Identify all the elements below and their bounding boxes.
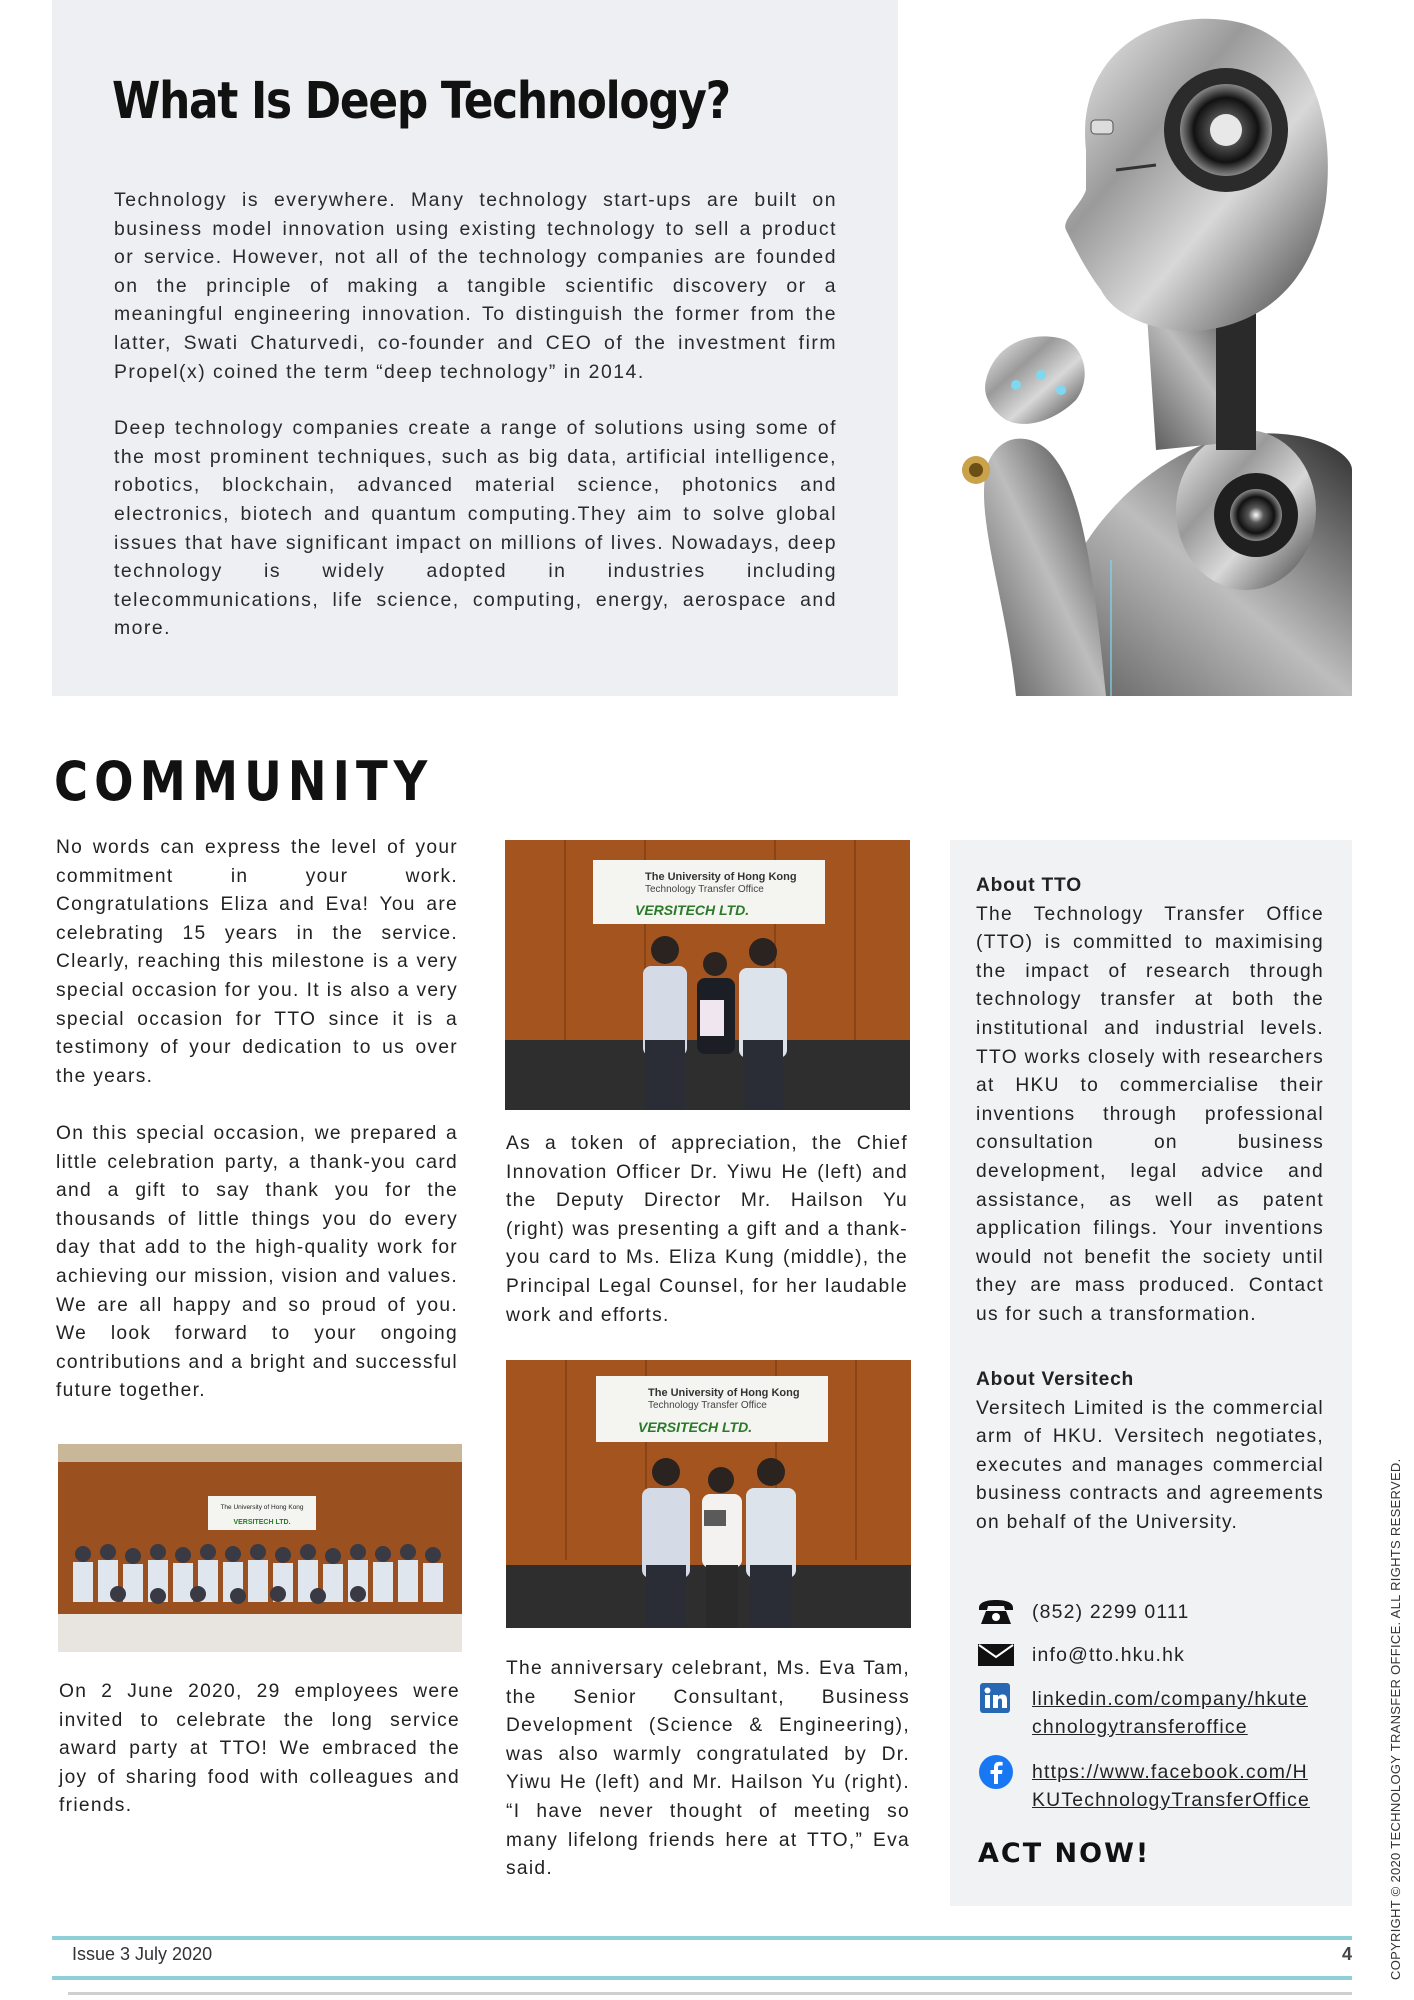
facebook-link-line1[interactable]: https://www.facebook.com/H bbox=[1032, 1761, 1308, 1783]
about-versitech-text: Versitech Limited is the commercial arm of HKU. Versitech negotiates, executes and manages commercial business contracts and agreements on behalf of the University. bbox=[976, 1397, 1324, 1533]
act-now-heading: ACT NOW! bbox=[978, 1838, 1151, 1869]
community-intro bbox=[56, 834, 458, 1434]
linkedin-link-line1[interactable]: linkedin.com/company/hkute bbox=[1032, 1688, 1308, 1710]
phone-icon bbox=[976, 1598, 1016, 1626]
facebook-contact[interactable] bbox=[976, 1758, 1326, 1814]
linkedin-link[interactable] bbox=[1032, 1685, 1308, 1741]
eva-banner-brand: VERSITECH LTD. bbox=[638, 1419, 753, 1435]
robot-illustration bbox=[916, 0, 1352, 696]
footer-divider bbox=[68, 1992, 1352, 1995]
about-versitech bbox=[976, 1366, 1324, 1538]
eliza-caption: As a token of appreciation, the Chief Innovation Officer Dr. Yiwu He (left) and the Deputy Director Mr. Hailson Yu (right) was presenting a gift and a thank-you card to Ms. Eliza Kung (middle), the Principal Legal Counsel, for her laudable work and efforts. bbox=[506, 1133, 908, 1326]
email-contact[interactable] bbox=[976, 1641, 1185, 1669]
linkedin-link-line2[interactable]: chnologytransferoffice bbox=[1032, 1716, 1248, 1738]
linkedin-icon bbox=[976, 1685, 1016, 1713]
page-number: 4 bbox=[1341, 1944, 1352, 1964]
eliza-banner-line1: The University of Hong Kong bbox=[645, 871, 797, 883]
copyright-notice: COPYRIGHT © 2020 TECHNOLOGY TRANSFER OFFICE. ALL RIGHTS RESERVED. bbox=[1388, 1458, 1403, 1980]
eliza-banner-brand: VERSITECH LTD. bbox=[635, 902, 750, 918]
eliza-photo bbox=[505, 840, 910, 1110]
about-tto bbox=[976, 872, 1324, 1330]
facebook-link[interactable] bbox=[1032, 1758, 1310, 1814]
email-address[interactable]: info@tto.hku.hk bbox=[1032, 1644, 1186, 1666]
group-caption: On 2 June 2020, 29 employees were invited to celebrate the long service award party at TTO! We embraced the joy of sharing food with colleagues and friends. bbox=[59, 1681, 460, 1817]
facebook-link-line2[interactable]: KUTechnologyTransferOffice bbox=[1032, 1789, 1311, 1811]
group-banner-line1: The University of Hong Kong bbox=[220, 1504, 304, 1511]
hero-body bbox=[114, 186, 837, 671]
eva-caption: The anniversary celebrant, Ms. Eva Tam, the Senior Consultant, Business Development (Science & Engineering), was also warmly congratulated by Dr. Yiwu He (left) and Mr. Hailson Yu (right). “I have never thought of meeting so many lifelong friends here at TTO,” Eva said. bbox=[506, 1658, 910, 1880]
about-versitech-heading: About Versitech bbox=[976, 1369, 1135, 1390]
linkedin-contact[interactable] bbox=[976, 1685, 1326, 1741]
issue-label: Issue 3 July 2020 bbox=[72, 1944, 213, 1964]
eva-photo bbox=[506, 1360, 911, 1628]
eva-banner-line1: The University of Hong Kong bbox=[648, 1387, 800, 1399]
phone-contact bbox=[976, 1598, 1189, 1626]
community-paragraph: No words can express the level of your commitment in your work. Congratulations Eliza and Eva! You are celebrating 15 years in the service. Clearly, reaching this milestone is a very special occasion for you. It is also a very special occasion for TTO since it is a testimony of your dedication to us over the years. bbox=[56, 837, 458, 1087]
about-tto-heading: About TTO bbox=[976, 875, 1082, 896]
facebook-icon bbox=[976, 1758, 1016, 1786]
hero-paragraph: Deep technology companies create a range of solutions using some of the most prominent techniques, such as big data, artificial intelligence, robotics, blockchain, advanced material science, photonics and electronics, biotech and quantum computing.They aim to solve global issues that have significant impact on millions of lives. Nowadays, deep technology is widely adopted in industries including telecommunications, life science, computing, energy, aerospace and more. bbox=[114, 417, 837, 640]
phone-number: (852) 2299 0111 bbox=[1032, 1601, 1190, 1623]
community-paragraph: On this special occasion, we prepared a little celebration party, a thank-you card and a gift to say thank you for the thousands of little things you do every day that add to the high-quality work for achieving our mission, vision and values. We are all happy and so proud of you. We look forward to your ongoing contributions and a bright and successful future together. bbox=[56, 1122, 458, 1402]
eliza-banner-line2: Technology Transfer Office bbox=[645, 884, 764, 895]
footer-divider bbox=[52, 1976, 1352, 1980]
group-banner-brand: VERSITECH LTD. bbox=[233, 1519, 291, 1526]
hero-paragraph: Technology is everywhere. Many technology start-ups are built on business model innovation using existing technology to sell a product or service. However, not all of the technology companies are founded on the principle of making a tangible scientific discovery or a meaningful engineering innovation. To distinguish the former from the latter, Swati Chaturvedi, co-founder and CEO of the investment firm Propel(x) coined the term “deep technology” in 2014. bbox=[114, 189, 837, 383]
footer-divider bbox=[52, 1936, 1352, 1940]
mail-icon bbox=[976, 1641, 1016, 1669]
eva-banner-line2: Technology Transfer Office bbox=[648, 1400, 767, 1411]
page-title: What Is Deep Technology? bbox=[112, 72, 730, 131]
about-tto-text: The Technology Transfer Office (TTO) is committed to maximising the impact of research through technology transfer at both the institutional and industrial levels. TTO works closely with researchers at HKU to commercialise their inventions through professional consultation on business development, legal advice and assistance, as well as patent application filings. Your inventions would not benefit the society until they are mass produced. Contact us for such a transformation. bbox=[976, 903, 1324, 1325]
group-photo bbox=[58, 1444, 462, 1652]
section-title: COMMUNITY bbox=[54, 750, 434, 813]
